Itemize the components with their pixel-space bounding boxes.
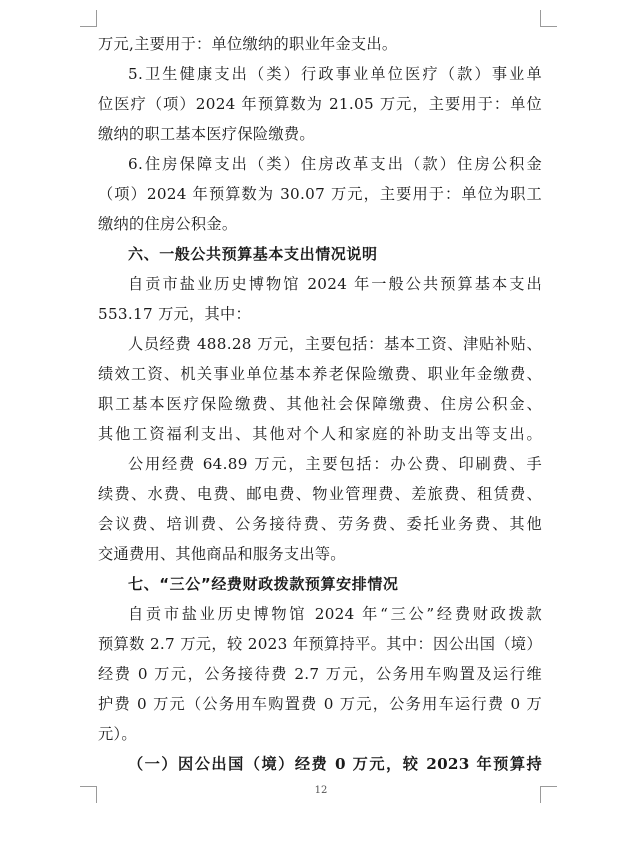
- text-line: 缴纳的职工基本医疗保险缴费。: [98, 125, 315, 143]
- text-line: 护费 0 万元（公务用车购置费 0 万元，公务用车运行费 0 万: [98, 695, 542, 713]
- subsection-heading: （一）因公出国（境）经费 0 万元，较 2023 年预算持: [128, 755, 542, 773]
- text-line: 职工基本医疗保险缴费、其他社会保障缴费、住房公积金、: [98, 395, 542, 413]
- text-line: 位医疗（项）2024 年预算数为 21.05 万元，主要用于：单位: [98, 95, 542, 113]
- text-line: （项）2024 年预算数为 30.07 万元，主要用于：单位为职工: [98, 185, 542, 203]
- text-line: 预算数 2.7 万元，较 2023 年预算持平。其中：因公出国（境）: [98, 635, 542, 653]
- text-line: 6.住房保障支出（类）住房改革支出（款）住房公积金: [128, 155, 542, 173]
- text-line: 万元,主要用于：单位缴纳的职业年金支出。: [98, 35, 398, 53]
- text-line: 自贡市盐业历史博物馆 2024 年“三公”经费财政拨款: [128, 605, 542, 623]
- text-line: 交通费用、其他商品和服务支出等。: [98, 545, 346, 563]
- text-line: 公用经费 64.89 万元，主要包括：办公费、印刷费、手: [128, 455, 542, 473]
- text-line: 其他工资福利支出、其他对个人和家庭的补助支出等支出。: [98, 425, 542, 443]
- text-line: 续费、水费、电费、邮电费、物业管理费、差旅费、租赁费、: [98, 485, 542, 503]
- text-line: 经费 0 万元，公务接待费 2.7 万元，公务用车购置及运行维: [98, 665, 542, 683]
- document-body: [98, 29, 542, 779]
- text-line: 553.17 万元，其中：: [98, 305, 251, 323]
- text-line: 自贡市盐业历史博物馆 2024 年一般公共预算基本支出: [128, 275, 542, 293]
- section-heading: 七、“三公”经费财政拨款预算安排情况: [128, 575, 399, 593]
- text-line: 元）。: [98, 725, 137, 743]
- text-line: 缴纳的住房公积金。: [98, 215, 238, 233]
- text-line: 人员经费 488.28 万元，主要包括：基本工资、津贴补贴、: [128, 335, 542, 353]
- text-line: 绩效工资、机关事业单位基本养老保险缴费、职业年金缴费、: [98, 365, 542, 383]
- text-line: 5.卫生健康支出（类）行政事业单位医疗（款）事业单: [128, 65, 542, 83]
- text-line: 会议费、培训费、公务接待费、劳务费、委托业务费、其他: [98, 515, 542, 533]
- section-heading: 六、一般公共预算基本支出情况说明: [128, 245, 378, 263]
- crop-mark-top-right: [540, 10, 557, 27]
- crop-mark-top-left: [80, 10, 97, 27]
- page-number: 12: [314, 785, 328, 796]
